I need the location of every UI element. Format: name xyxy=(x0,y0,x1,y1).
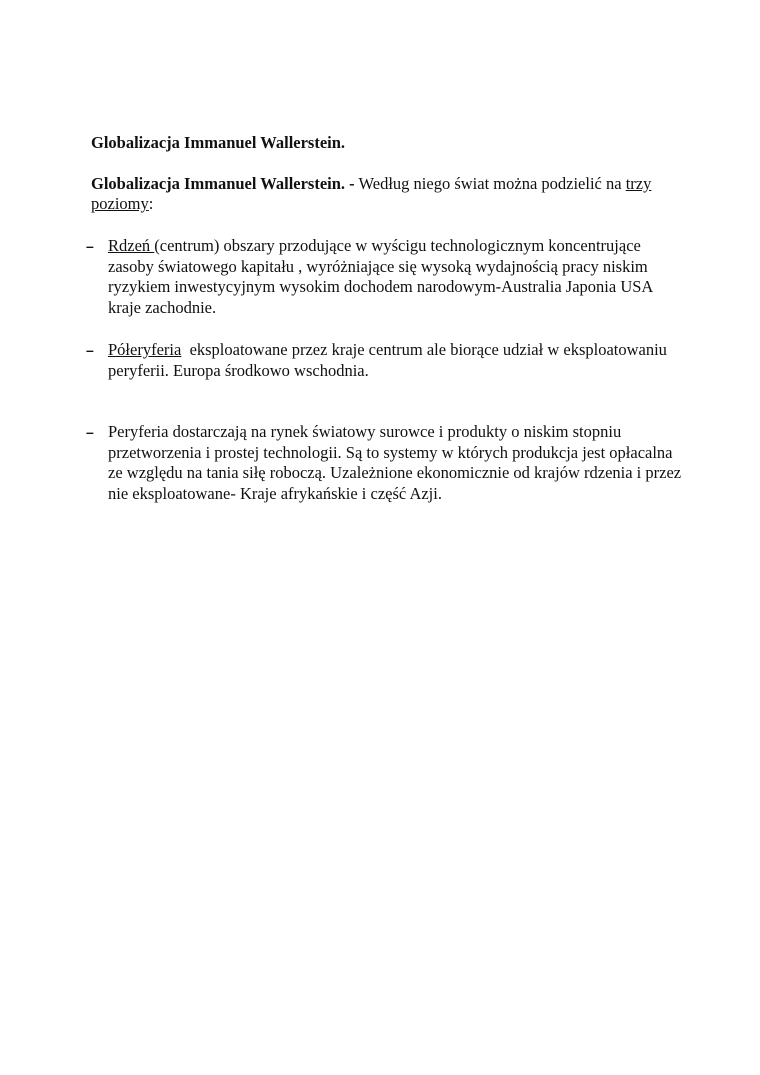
intro-paragraph xyxy=(91,174,691,214)
document-title: Globalizacja Immanuel Wallerstein. xyxy=(91,133,346,152)
list-item-term: Rdzeń xyxy=(108,236,155,255)
intro-end: : xyxy=(148,194,154,213)
list-item-body: Peryferia dostarczają na rynek światowy surowce i produkty o niskim stopniu przetworzenia i prostej technologii. Są to systemy w których produkcja jest opłacalna ze względu na tania siłę roboczą. Uzależnione ekonomicznie od krajów rdzenia i przez nie eksploatowane- Kraje afrykańskie i część Azji. xyxy=(108,422,682,503)
intro-underlined: trzy poziomy xyxy=(91,174,652,213)
bullet-dash: – xyxy=(86,342,94,358)
list-item-text xyxy=(108,340,688,381)
list-item-body: (centrum) obszary przodujące w wyścigu technologicznym koncentrujące zasoby światowego kapitału , wyróżniające się wysoką wydajnością pracy niskim ryzykiem inwestycyjnym wysokim dochodem narodowym-Australia Japonia USA kraje zachodnie. xyxy=(108,236,653,317)
list-item-text xyxy=(108,422,688,504)
intro-text: Według niego świat można podzielić na xyxy=(354,174,626,193)
list-item-text xyxy=(108,236,688,318)
bullet-dash: – xyxy=(86,238,94,254)
list-item-term: Półeryferia xyxy=(108,340,182,359)
intro-lead: Globalizacja Immanuel Wallerstein. - xyxy=(91,174,355,193)
list-item-body: eksploatowane przez kraje centrum ale biorące udział w eksploatowaniu peryferii. Europa środkowo wschodnia. xyxy=(108,340,672,380)
bullet-dash: – xyxy=(86,424,94,440)
